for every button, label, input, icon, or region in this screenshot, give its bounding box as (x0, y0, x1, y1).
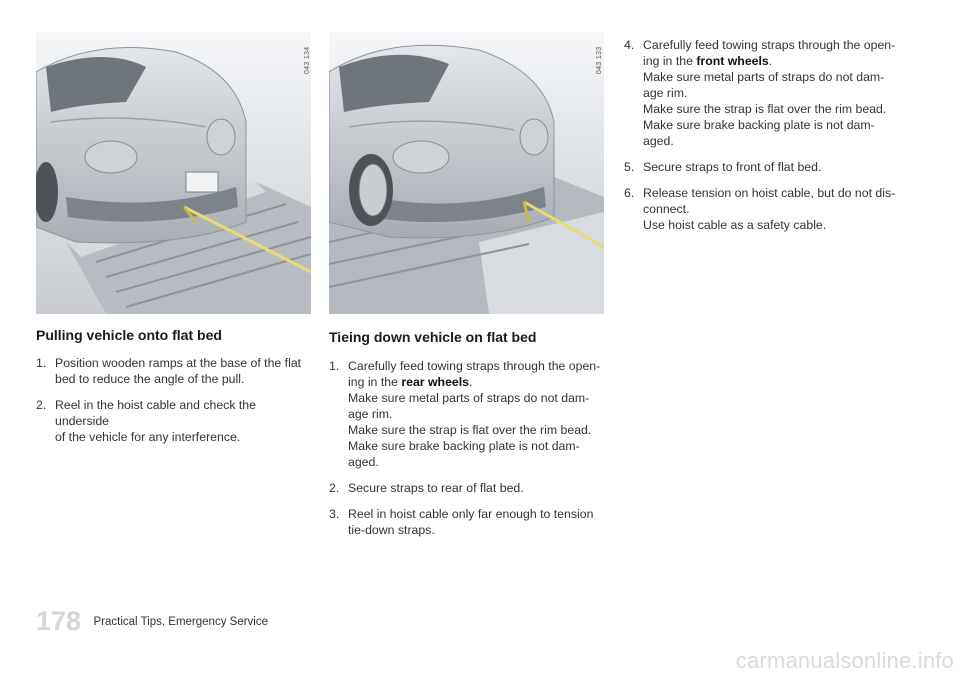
step-line: aged. (643, 134, 674, 148)
step-item (36, 397, 311, 445)
step-line: bed to reduce the angle of the pull. (55, 372, 245, 386)
watermark: carmanualsonline.info (735, 648, 954, 673)
step-line: tie-down straps. (348, 523, 435, 537)
step-item (329, 358, 604, 470)
step-item (329, 506, 604, 538)
step-line: Reel in the hoist cable and check the underside (55, 398, 256, 428)
step-number: 6. (624, 186, 635, 200)
step-item (624, 37, 904, 149)
page-footer (36, 606, 268, 637)
step-line: connect. (643, 202, 690, 216)
step-line (643, 53, 904, 69)
illustration-tieing-down-vehicle (329, 32, 604, 314)
step-line: Use hoist cable as a safety cable. (643, 218, 827, 232)
step-line: Make sure metal parts of straps do not dam- (643, 70, 885, 84)
step-number: 2. (329, 481, 340, 495)
step-number: 4. (624, 38, 635, 52)
figure-id-1: 043 134 (304, 46, 311, 74)
step-text: ing in the (643, 54, 697, 68)
step-number: 3. (329, 507, 340, 521)
step-line: aged. (348, 455, 379, 469)
step-line: of the vehicle for any interference. (55, 430, 241, 444)
step-item (624, 159, 904, 175)
step-number: 5. (624, 160, 635, 174)
step-item (329, 480, 604, 496)
step-line: Carefully feed towing straps through the open- (643, 38, 896, 52)
step-line: Secure straps to front of flat bed. (643, 160, 822, 174)
step-text: . (768, 54, 773, 68)
step-line: Make sure metal parts of straps do not dam- (348, 391, 590, 405)
step-line: Reel in hoist cable only far enough to tension (348, 507, 594, 521)
step-number: 1. (36, 356, 47, 370)
step-line: Release tension on hoist cable, but do not dis- (643, 186, 896, 200)
figure-id-2: 043 133 (596, 46, 603, 74)
step-line: age rim. (643, 86, 688, 100)
heading-pulling-vehicle: Pulling vehicle onto flat bed (36, 327, 222, 343)
step-item (36, 355, 311, 387)
step-line: Secure straps to rear of flat bed. (348, 481, 524, 495)
step-line: Make sure brake backing plate is not dam- (643, 118, 875, 132)
step-number: 2. (36, 398, 47, 412)
step-text: ing in the (348, 375, 402, 389)
step-line: age rim. (348, 407, 393, 421)
steps-front-wheels (624, 37, 904, 243)
step-line (348, 374, 604, 390)
step-line: Make sure brake backing plate is not dam- (348, 439, 580, 453)
heading-tieing-down-vehicle: Tieing down vehicle on flat bed (329, 329, 537, 345)
steps-tieing-down-vehicle (329, 358, 604, 548)
step-item (624, 185, 904, 233)
page-number: 178 (36, 606, 82, 636)
step-text: . (469, 375, 473, 389)
illustration-pulling-vehicle (36, 32, 311, 314)
emphasis-front-wheels: front wheels (696, 54, 769, 68)
emphasis-rear-wheels: rear wheels (401, 375, 470, 389)
step-line: Position wooden ramps at the base of the flat (55, 356, 302, 370)
section-title: Practical Tips, Emergency Service (93, 615, 268, 628)
step-line: Make sure the strap is flat over the rim bead. (643, 102, 887, 116)
step-number: 1. (329, 359, 340, 373)
step-line: Make sure the strap is flat over the rim bead. (348, 423, 592, 437)
steps-pulling-vehicle (36, 355, 311, 455)
step-line: Carefully feed towing straps through the open- (348, 359, 601, 373)
